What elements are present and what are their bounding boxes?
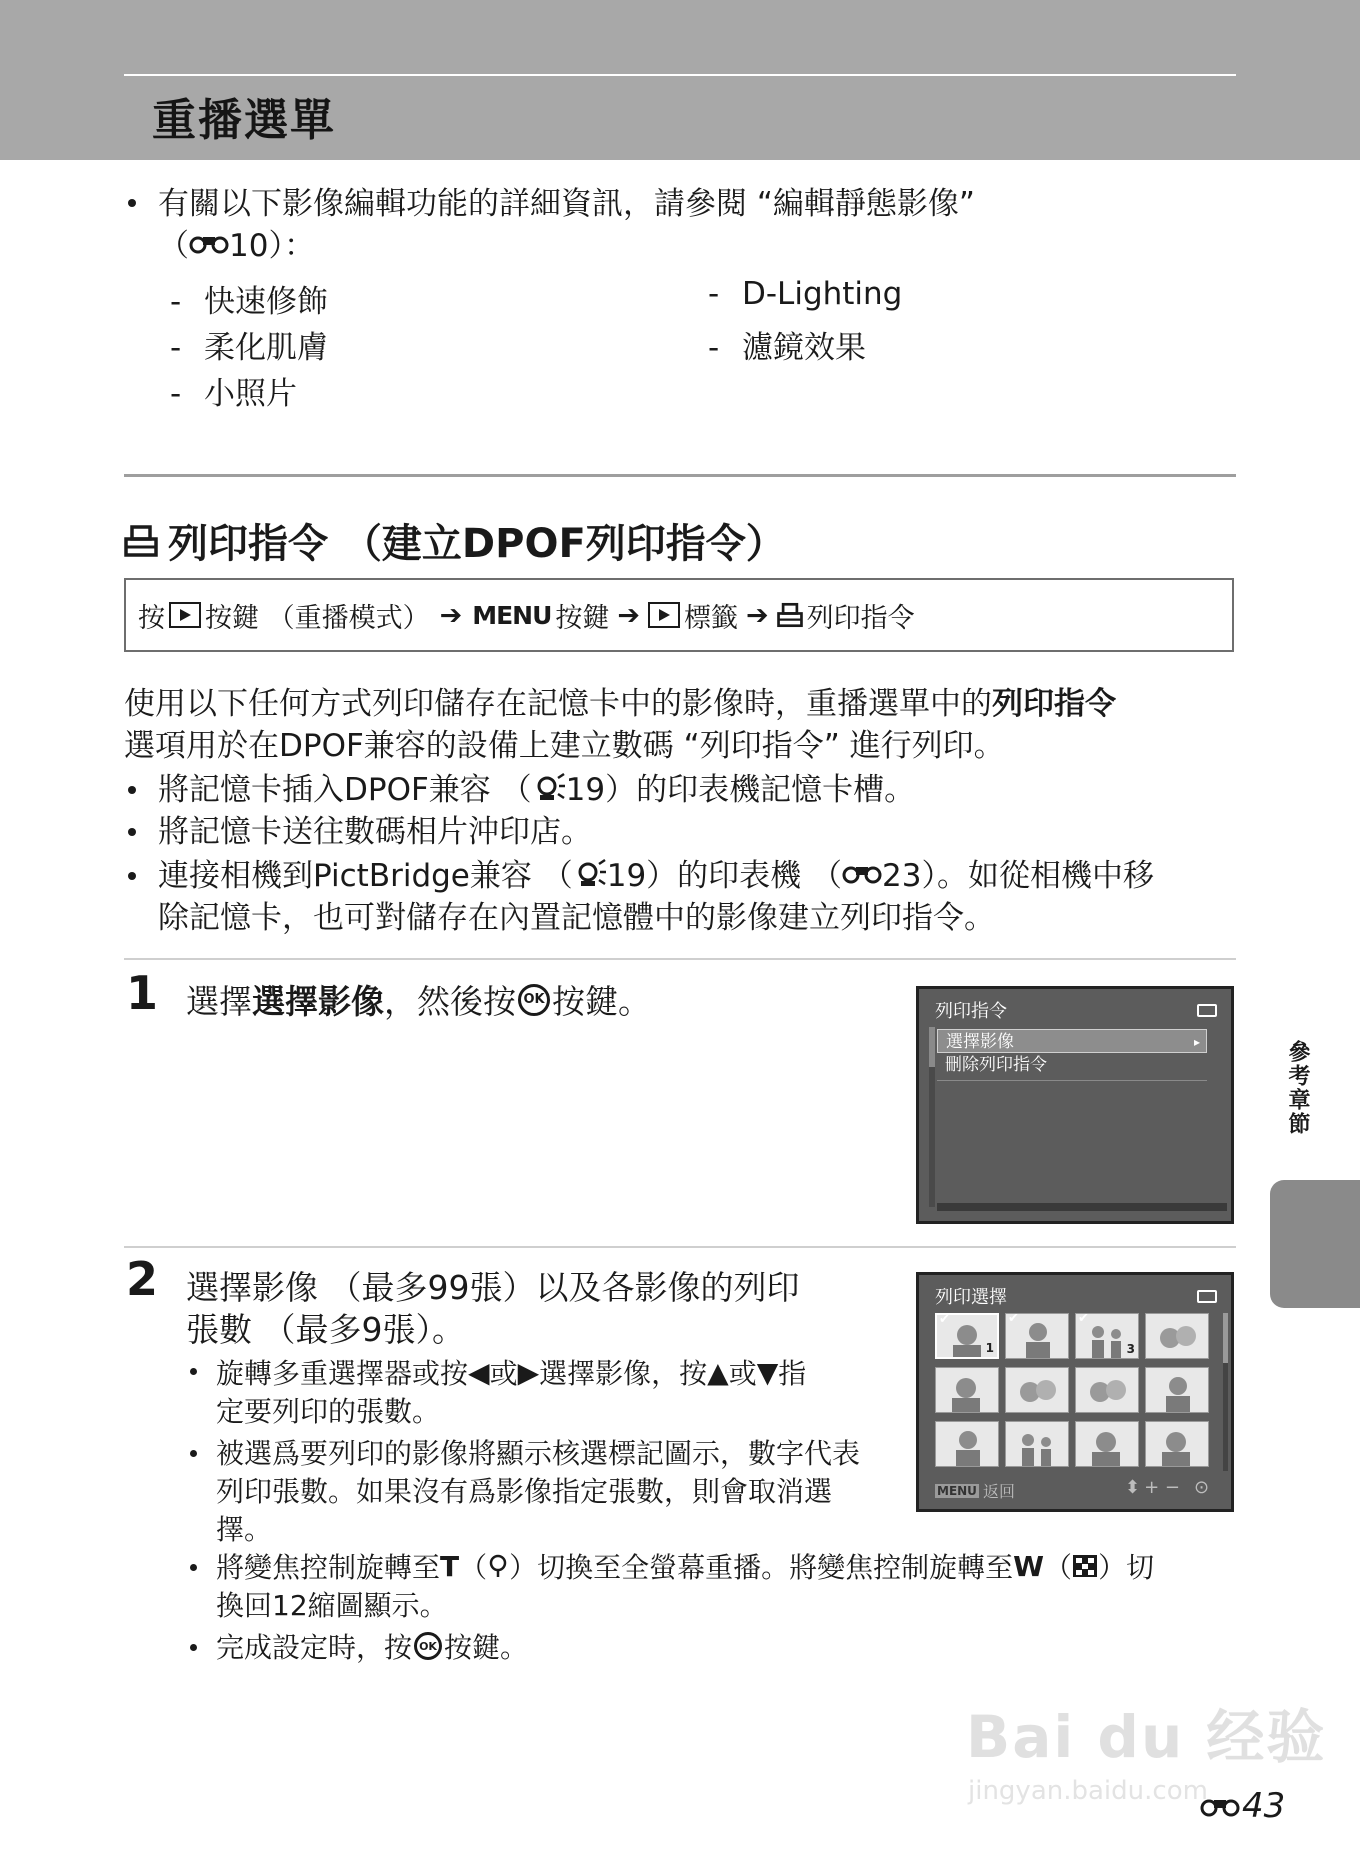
bullet-2: 將記憶卡送往數碼相片沖印店。 xyxy=(158,814,592,850)
thumbnail[interactable] xyxy=(1075,1421,1139,1467)
thumbnail[interactable] xyxy=(935,1421,999,1467)
arrow-up-icon: ▲ xyxy=(707,1355,729,1389)
step-number: 1 xyxy=(126,966,159,1020)
print-count: 1 xyxy=(985,1341,994,1355)
section-title xyxy=(124,512,786,569)
sub-bullet-2-line2: 列印張數。如果沒有爲影像指定張數，則會取消選 xyxy=(216,1475,833,1508)
zoom-icon xyxy=(487,1554,509,1578)
thumbnail[interactable] xyxy=(935,1367,999,1413)
playback-tab-icon xyxy=(648,602,680,628)
header-rule xyxy=(124,74,1236,76)
body-line1: 使用以下任何方式列印儲存在記憶卡中的影像時，重播選單中的列印指令 xyxy=(124,686,1116,722)
arrow-icon: ➔ xyxy=(439,599,463,631)
thumbnail[interactable] xyxy=(1075,1367,1139,1413)
edit-item-5: - 濾鏡效果 xyxy=(708,330,866,366)
bullet-3: 連接相機到PictBridge兼容 （ 19）的印表機 （ 23）。如從相機中移 xyxy=(158,858,1154,894)
edit-item-4: - D-Lighting xyxy=(708,276,903,312)
bullet-dot xyxy=(190,1564,197,1571)
arrow-icon: ➔ xyxy=(617,599,641,631)
intro-line2 xyxy=(158,220,315,265)
arrow-right-icon: ▸ xyxy=(1193,1035,1200,1049)
section-title-text: 列印指令 （建立DPOF列印指令） xyxy=(168,521,786,567)
menu-divider xyxy=(937,1080,1207,1081)
zoom-icon: ⊙ xyxy=(1193,1477,1210,1498)
menu-item-select-images[interactable]: 選擇影像 ▸ xyxy=(937,1029,1207,1053)
nav-target: 列印指令 xyxy=(806,602,915,634)
battery-icon xyxy=(1197,1290,1217,1303)
thumbnail[interactable] xyxy=(1075,1313,1139,1359)
scroll-thumb xyxy=(929,1027,935,1067)
section-rule xyxy=(124,474,1236,477)
camera-screen-print-selection xyxy=(916,1272,1234,1512)
reference-icon xyxy=(189,232,229,254)
plus-minus-label: + − xyxy=(1144,1477,1180,1498)
body-line2: 選項用於在DPOF兼容的設備上建立數碼 “列印指令” 進行列印。 xyxy=(124,728,1005,764)
baidu-watermark: Bai du 经验 xyxy=(966,1703,1327,1771)
tips-icon xyxy=(573,858,607,888)
screen-title: 列印指令 xyxy=(935,1001,1007,1022)
bullet-dot xyxy=(190,1644,197,1651)
step2-line2: 張數 （最多9張）。 xyxy=(186,1310,465,1349)
back-label: 返回 xyxy=(982,1482,1015,1501)
bullet-dot xyxy=(190,1368,197,1375)
page-title: 重播選單 xyxy=(152,95,336,146)
intro-ref: 10）： xyxy=(229,228,315,264)
sub-bullet-4: 完成設定時，按 OK 按鍵。 xyxy=(216,1631,529,1664)
nav-press: 按 xyxy=(138,602,165,634)
step-divider xyxy=(124,958,1236,960)
reference-icon xyxy=(1200,1795,1240,1817)
sub-bullet-3-line2: 換回12縮圖顯示。 xyxy=(216,1589,448,1622)
screen-title: 列印選擇 xyxy=(935,1287,1007,1308)
print-icon xyxy=(124,524,158,558)
sub-bullet-2-line1: 被選爲要列印的影像將顯示核選標記圖示，數字代表 xyxy=(216,1437,861,1470)
bullet-dot xyxy=(128,786,136,794)
arrow-icon: ➔ xyxy=(746,599,769,631)
bullet-dot xyxy=(128,872,136,880)
edit-item-1: - 快速修飾 xyxy=(170,284,328,320)
chapter-label: 參考章節 xyxy=(1285,1040,1310,1136)
camera-screen-print-order xyxy=(916,986,1234,1224)
chapter-tab[interactable] xyxy=(1270,1180,1360,1308)
menu-item-delete-print-order[interactable]: 刪除列印指令 xyxy=(945,1055,1047,1075)
step1-text: 選擇 選擇影像 ，然後按 OK 按鍵。 xyxy=(186,982,651,1021)
screen-footer-back xyxy=(935,1479,1015,1502)
baidu-watermark-url: jingyan.baidu.com xyxy=(968,1776,1208,1806)
thumbnail[interactable] xyxy=(1005,1313,1069,1359)
battery-icon xyxy=(1197,1004,1217,1017)
navigation-path xyxy=(124,578,1234,652)
ok-button-icon: OK xyxy=(414,1632,442,1660)
reference-icon xyxy=(842,862,882,884)
sub-bullet-1-line2: 定要列印的張數。 xyxy=(216,1395,441,1428)
intro-paren: （ xyxy=(158,228,189,264)
print-icon xyxy=(777,602,803,628)
check-icon: ✔ xyxy=(1008,1313,1019,1326)
sub-bullet-2-line3: 擇。 xyxy=(216,1513,273,1546)
bullet-1: 將記憶卡插入DPOF兼容 （ 19）的印表機記憶卡槽。 xyxy=(158,772,916,808)
tips-icon xyxy=(532,772,566,802)
scroll-thumb xyxy=(1223,1313,1228,1363)
nav-tab: 標籤 xyxy=(684,602,739,634)
arrow-down-icon: ▼ xyxy=(756,1355,779,1389)
step-divider xyxy=(124,1246,1236,1248)
bullet-dot xyxy=(128,828,136,836)
screen-bottom-bar xyxy=(937,1203,1227,1211)
thumbnail-grid xyxy=(933,1311,1217,1473)
menu-label: MENU xyxy=(472,600,552,630)
step2-line1: 選擇影像 （最多99張）以及各影像的列印 xyxy=(186,1268,800,1307)
thumbnail[interactable] xyxy=(1145,1313,1209,1359)
arrow-right-icon: ▶ xyxy=(517,1355,540,1389)
thumbnail[interactable] xyxy=(935,1313,999,1359)
edit-item-2: - 柔化肌膚 xyxy=(170,330,328,366)
thumbnail[interactable] xyxy=(1145,1367,1209,1413)
playback-icon xyxy=(169,602,201,628)
thumbnail-icon xyxy=(1072,1554,1098,1578)
sub-bullet-1: 旋轉多重選擇器或按 ◀ 或 ▶ 選擇影像，按 ▲ 或 ▼ 指 xyxy=(216,1355,807,1390)
up-down-icon: ⬍ xyxy=(1125,1477,1141,1498)
step-number: 2 xyxy=(126,1252,159,1306)
thumbnail[interactable] xyxy=(1005,1421,1069,1467)
print-count: 3 xyxy=(1126,1342,1135,1356)
bullet-dot xyxy=(128,199,136,207)
check-icon: ✔ xyxy=(1078,1313,1089,1326)
nav-key1: 按鍵 （重播模式） xyxy=(205,602,430,634)
screen-footer-controls xyxy=(1125,1477,1209,1498)
menu-button-icon: MENU xyxy=(937,1483,977,1498)
intro-line1: 有關以下影像編輯功能的詳細資訊，請參閱 “編輯靜態影像” xyxy=(158,186,975,222)
thumbnail[interactable] xyxy=(1005,1367,1069,1413)
thumbnail[interactable] xyxy=(1145,1421,1209,1467)
ok-button-icon: OK xyxy=(518,984,550,1016)
edit-item-3: - 小照片 xyxy=(170,376,297,412)
check-icon: ✔ xyxy=(939,1313,950,1327)
nav-key2: 按鍵 xyxy=(555,602,610,634)
bullet-3-line2: 除記憶卡，也可對儲存在內置記憶體中的影像建立列印指令。 xyxy=(158,900,995,936)
bullet-dot xyxy=(190,1450,197,1457)
page-number: 43 xyxy=(1200,1786,1285,1826)
sub-bullet-3: 將變焦控制旋轉至 T （ ）切換至全螢幕重播。將變焦控制旋轉至 W （ ）切 xyxy=(216,1549,1155,1584)
arrow-left-icon: ◀ xyxy=(468,1355,490,1389)
